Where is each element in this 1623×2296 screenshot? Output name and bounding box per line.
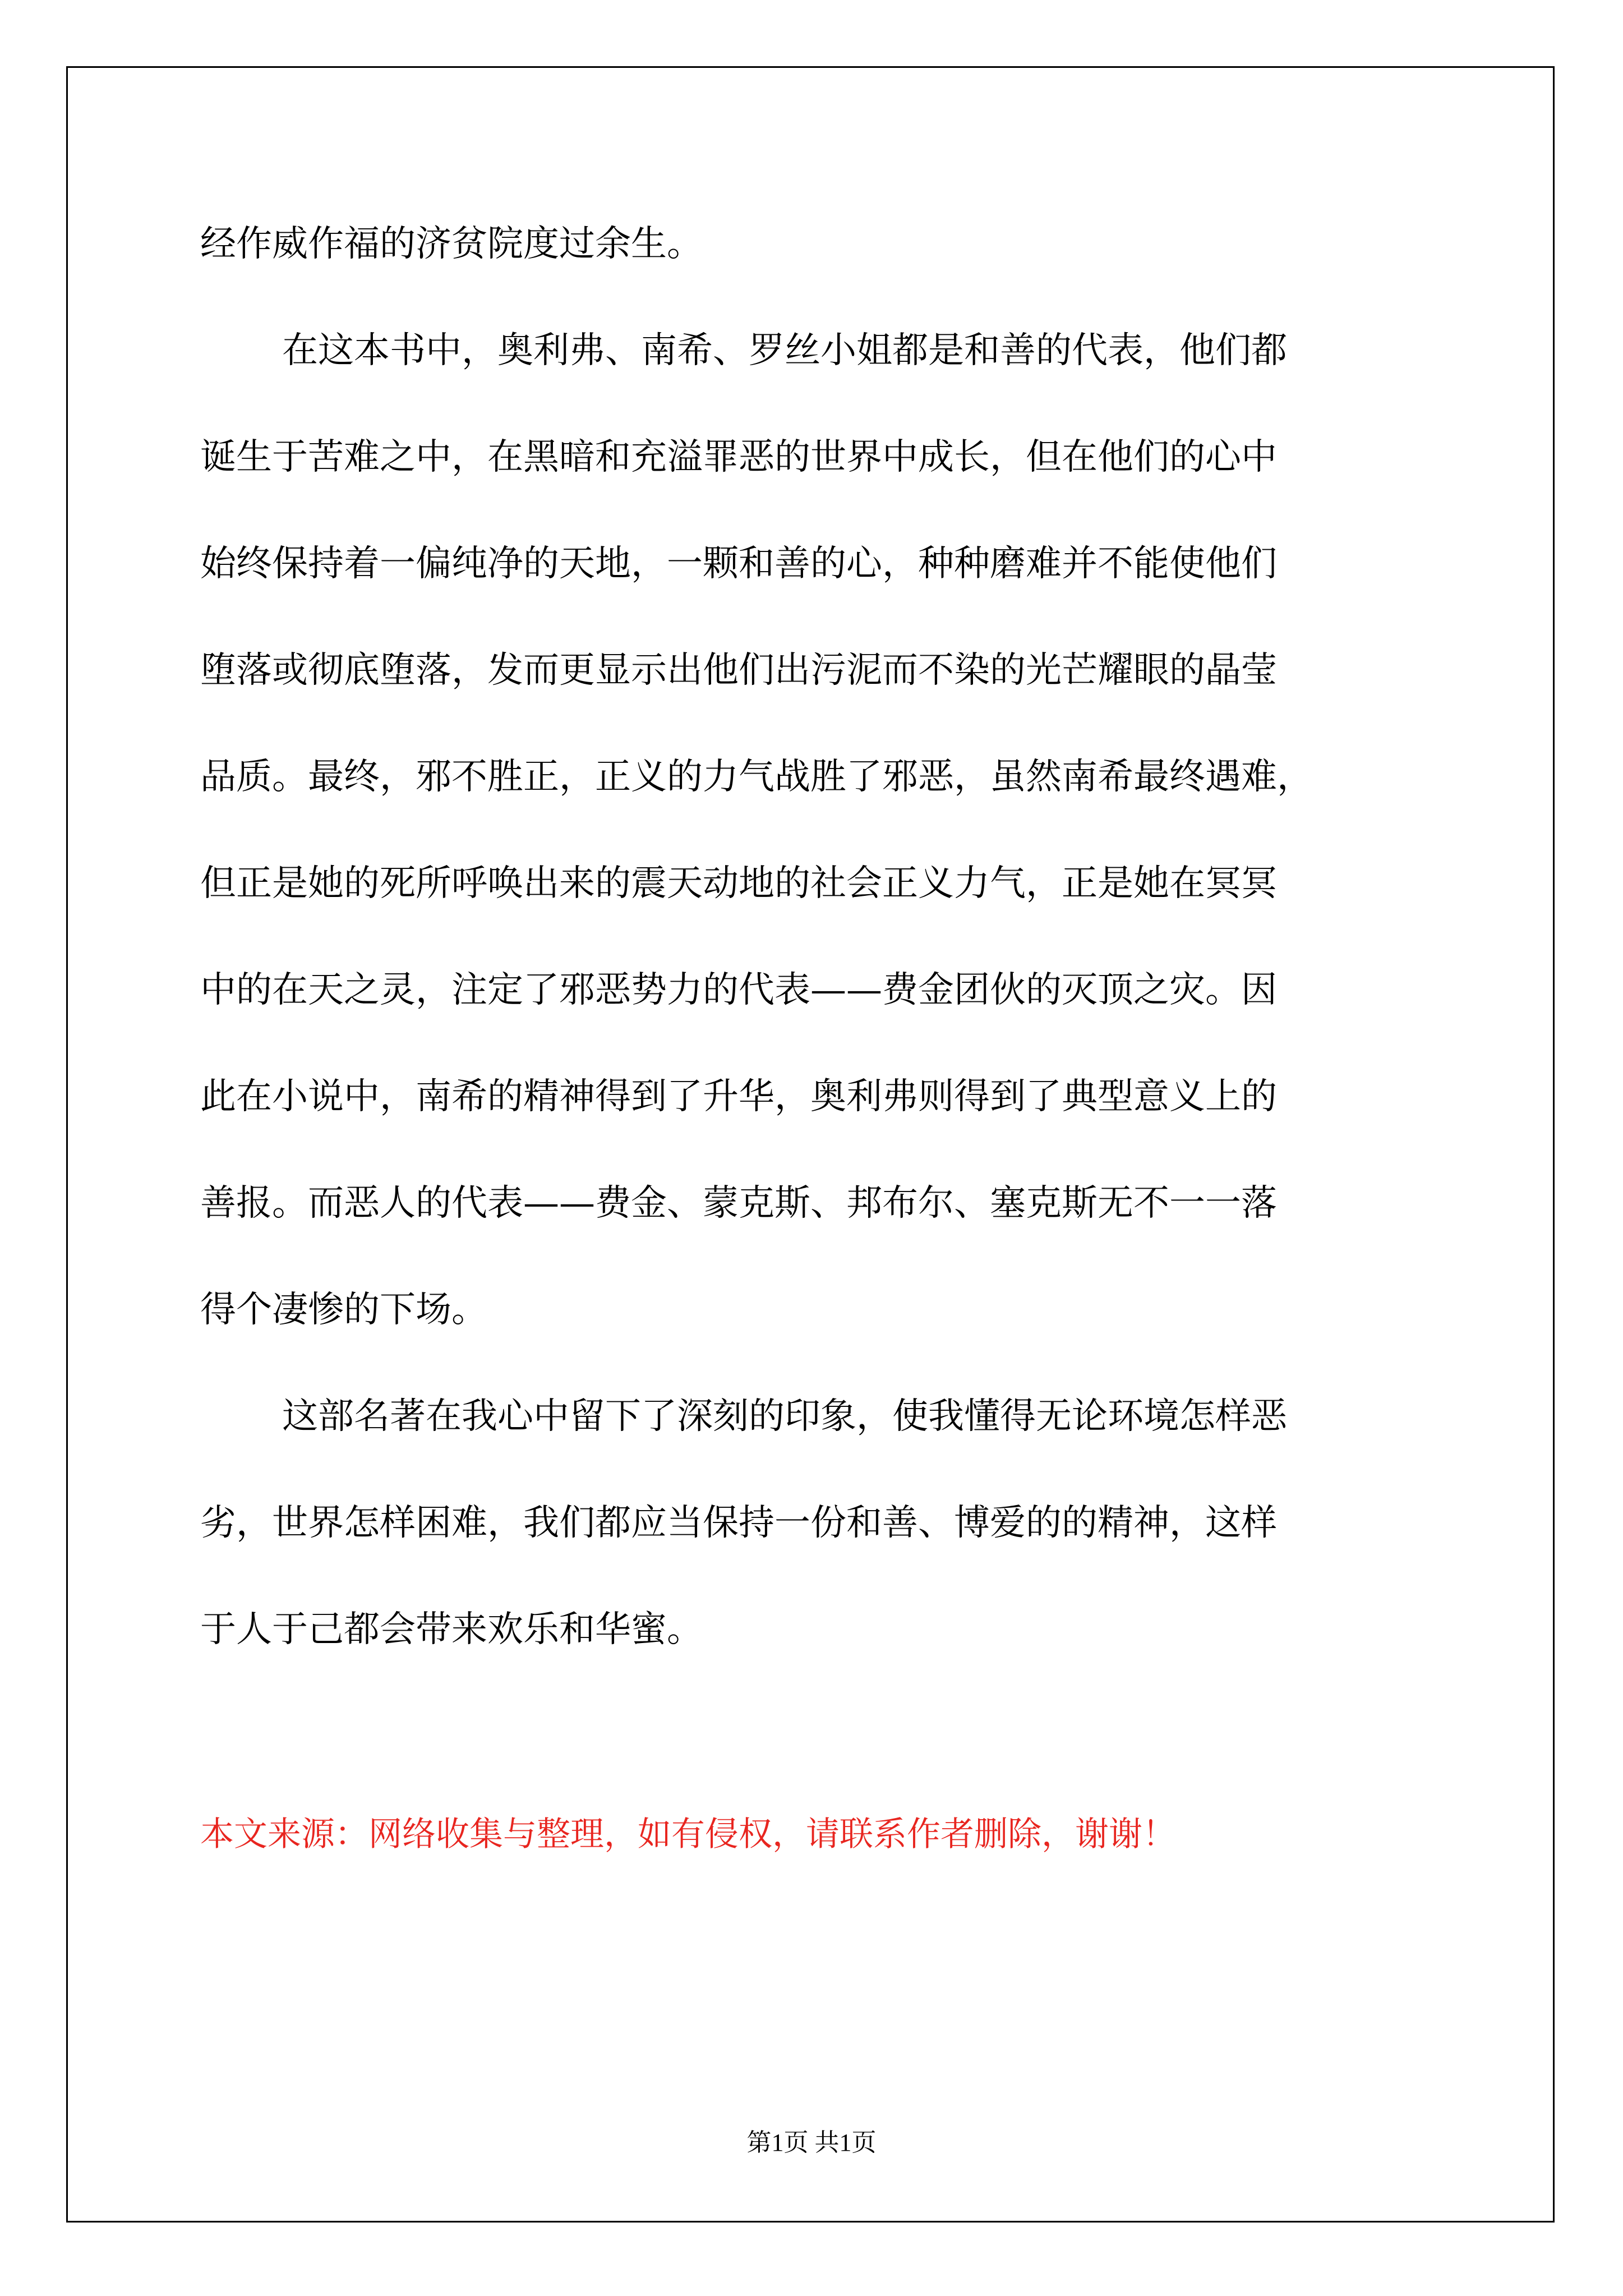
source-notice: 本文来源：网络收集与整理，如有侵权，请联系作者删除，谢谢！ [200,1815,1176,1854]
page-border [66,66,1555,2223]
text-line: 但正是她的死所呼唤出来的震天动地的社会正义力气，正是她在冥冥 [200,863,1277,904]
text-line: 中的在天之灵，注定了邪恶势力的代表——费金团伙的灭顶之灾。因 [200,969,1277,1011]
paragraph-start-line: 在这本书中，奥利弗、南希、罗丝小姐都是和善的代表，他们都 [282,330,1287,371]
page-footer: 第1页 共1页 [746,2129,877,2156]
text-line: 堕落或彻底堕落，发而更显示出他们出污泥而不染的光芒耀眼的晶莹 [200,650,1277,691]
text-line: 劣，世界怎样困难，我们都应当保持一份和善、博爱的的精神，这样 [200,1502,1277,1544]
text-line: 善报。而恶人的代表——费金、蒙克斯、邦布尔、塞克斯无不一一落 [200,1182,1277,1224]
paragraph-start-line: 这部名著在我心中留下了深刻的印象，使我懂得无论环境怎样恶 [282,1396,1287,1437]
text-line: 经作威作福的济贫院度过余生。 [200,223,703,265]
text-line: 此在小说中，南希的精神得到了升华，奥利弗则得到了典型意义上的 [200,1076,1277,1117]
text-line: 得个凄惨的下场。 [200,1289,487,1331]
text-line: 于人于己都会带来欢乐和华蜜。 [200,1609,703,1650]
text-line: 诞生于苦难之中，在黑暗和充溢罪恶的世界中成长，但在他们的心中 [200,436,1277,478]
text-line: 品质。最终，邪不胜正，正义的力气战胜了邪恶，虽然南希最终遇难， [200,756,1313,798]
text-line: 始终保持着一偏纯净的天地，一颗和善的心，种种磨难并不能使他们 [200,543,1277,585]
